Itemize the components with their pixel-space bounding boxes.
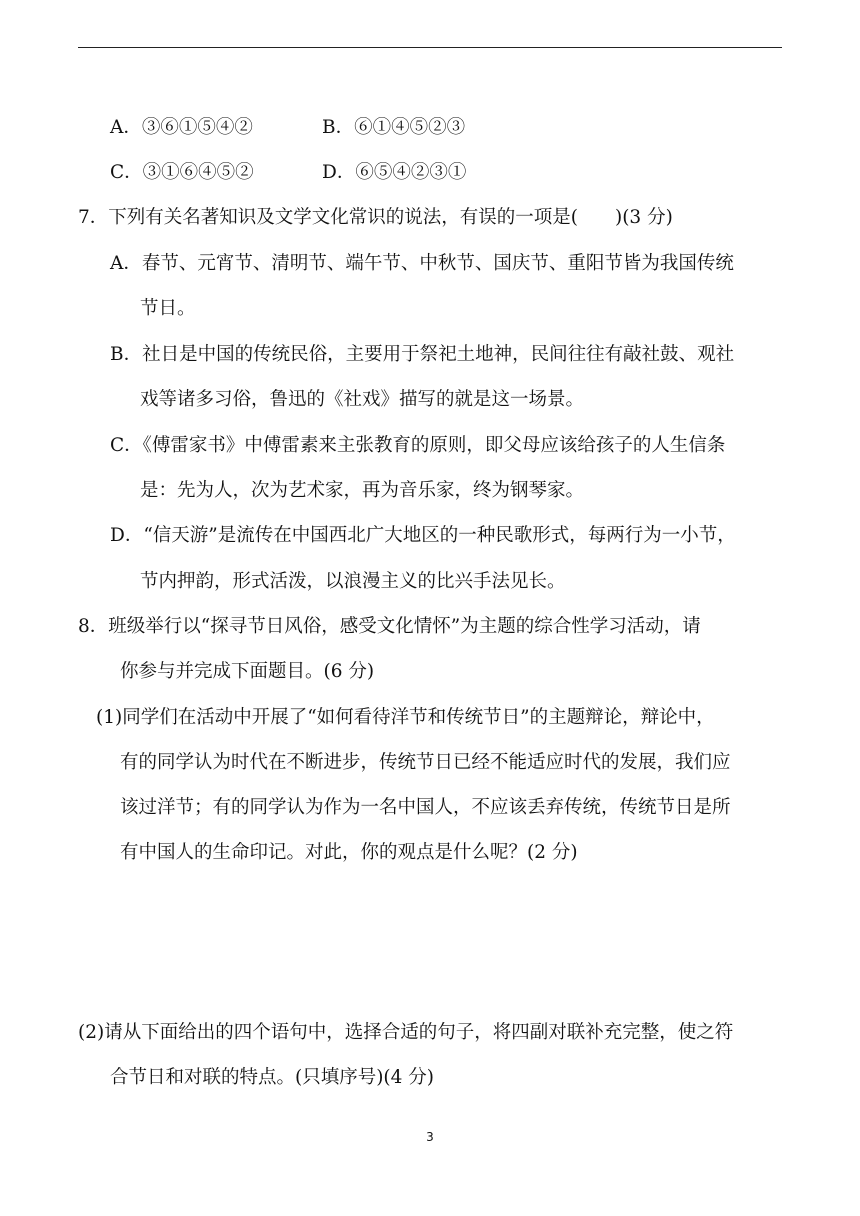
- q8-part2-line2: 合节日和对联的特点。(只填序号)(4 分): [110, 1067, 435, 1088]
- q8-stem-line1: 8．班级举行以“探寻节日风俗，感受文化情怀”为主题的综合性学习活动，请: [78, 616, 701, 637]
- q6-option-b: B．⑥①④⑤②③: [322, 117, 466, 138]
- q7-option-d-line2: 节内押韵，形式活泼，以浪漫主义的比兴手法见长。: [140, 571, 566, 592]
- q8-part2-line1: (2)请从下面给出的四个语句中，选择合适的句子，将四副对联补充完整，使之符: [78, 1022, 734, 1043]
- q7-option-c-line1: C．《傅雷家书》中傅雷素来主张教育的原则，即父母应该给孩子的人生信条: [110, 435, 726, 456]
- q6-option-c: C．③①⑥④⑤②: [110, 162, 254, 183]
- q8-part1-line4: 有中国人的生命印记。对此，你的观点是什么呢？(2 分): [120, 842, 578, 863]
- header-rule: [78, 47, 782, 48]
- q7-stem: 7．下列有关名著知识及文学文化常识的说法，有误的一项是( )(3 分): [78, 207, 673, 228]
- q7-option-d-line1: D．“信天游”是流传在中国西北广大地区的一种民歌形式，每两行为一小节，: [110, 525, 736, 546]
- q6-option-a: A．③⑥①⑤④②: [110, 117, 253, 138]
- q7-option-b-line2: 戏等诸多习俗，鲁迅的《社戏》描写的就是这一场景。: [140, 389, 585, 410]
- q7-option-c-line2: 是：先为人，次为艺术家，再为音乐家，终为钢琴家。: [140, 480, 585, 501]
- q8-part1-line2: 有的同学认为时代在不断进步，传统节日已经不能适应时代的发展，我们应: [120, 752, 731, 773]
- q6-option-d: D．⑥⑤④②③①: [322, 162, 467, 183]
- q8-part1-line1: (1)同学们在活动中开展了“如何看待洋节和传统节日”的主题辩论，辩论中，: [96, 707, 715, 728]
- q7-option-a-line1: A．春节、元宵节、清明节、端午节、中秋节、国庆节、重阳节皆为我国传统: [110, 253, 734, 274]
- q7-option-a-line2: 节日。: [140, 298, 196, 319]
- q8-part1-line3: 该过洋节；有的同学认为作为一名中国人，不应该丢弃传统，传统节日是所: [120, 797, 731, 818]
- page-number: 3: [426, 1130, 434, 1144]
- q7-option-b-line1: B．社日是中国的传统民俗，主要用于祭祀土地神，民间往往有敲社鼓、观社: [110, 344, 735, 365]
- q8-stem-line2: 你参与并完成下面题目。(6 分): [120, 661, 375, 682]
